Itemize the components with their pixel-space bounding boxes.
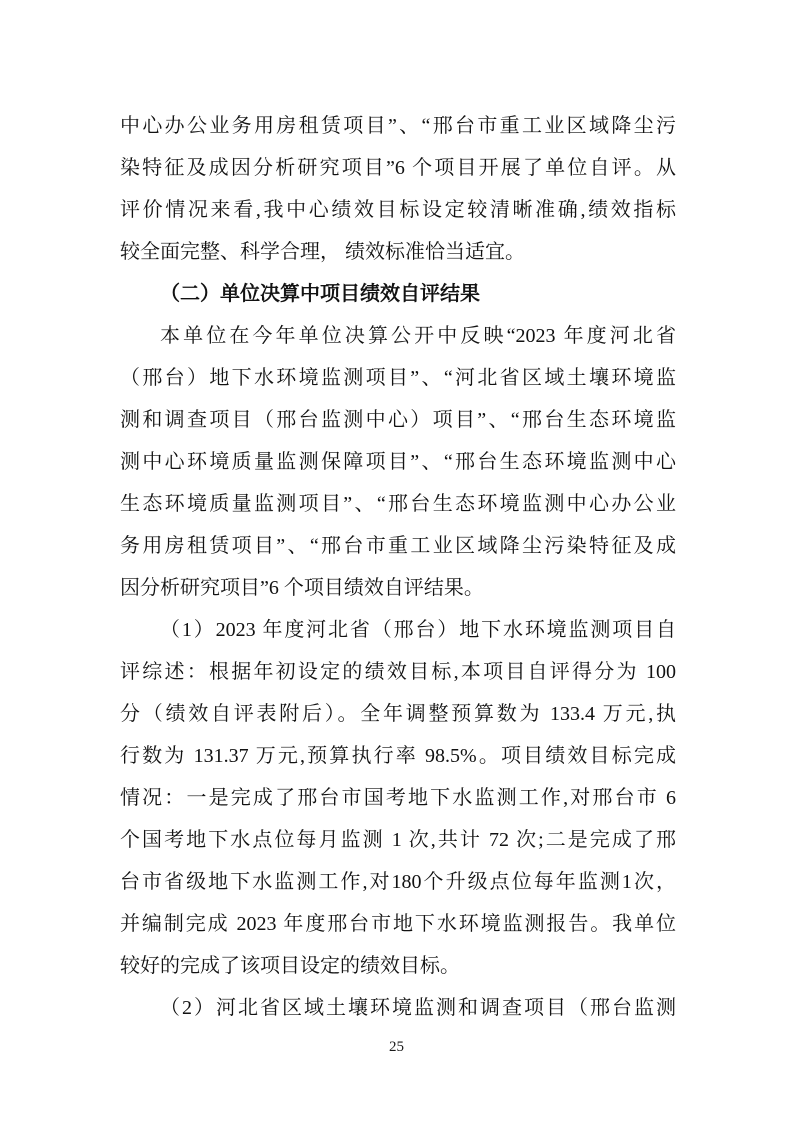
text-line: 测中心环境质量监测保障项目”、“邢台生态环境监测中心 xyxy=(120,451,676,473)
text-line: 较好的完成了该项目设定的绩效目标。 xyxy=(120,955,460,977)
text-line: 台市省级地下水监测工作,对180个升级点位每年监测1次， xyxy=(120,871,676,893)
text-line: 测和调查项目（邢台监测中心）项目”、“邢台生态环境监 xyxy=(120,409,676,431)
text-line: 务用房租赁项目”、“邢台市重工业区域降尘污染特征及成 xyxy=(120,535,676,557)
text-line: 中心办公业务用房租赁项目”、“邢台市重工业区域降尘污 xyxy=(120,115,676,137)
text-line: 个国考地下水点位每月监测 1 次,共计 72 次;二是完成了邢 xyxy=(120,829,676,851)
text-line: 因分析研究项目”6 个项目绩效自评结果。 xyxy=(120,577,484,599)
text-line: 并编制完成 2023 年度邢台市地下水环境监测报告。我单位 xyxy=(120,913,676,935)
text-line: （2）河北省区域土壤环境监测和调查项目（邢台监测 xyxy=(160,997,676,1019)
text-line: 染特征及成因分析研究项目”6 个项目开展了单位自评。从 xyxy=(120,157,676,179)
text-line: 评价情况来看,我中心绩效目标设定较清晰准确,绩效指标 xyxy=(120,199,676,221)
text-line: 本单位在今年单位决算公开中反映“2023 年度河北省 xyxy=(160,325,676,347)
text-line: 行数为 131.37 万元,预算执行率 98.5%。项目绩效目标完成 xyxy=(120,745,676,767)
section-heading: （二）单位决算中项目绩效自评结果 xyxy=(160,283,480,305)
text-line: 较全面完整、科学合理， 绩效标准恰当适宜。 xyxy=(120,241,525,263)
document-body xyxy=(120,105,676,1029)
text-line: （1）2023 年度河北省（邢台）地下水环境监测项目自 xyxy=(160,619,676,641)
text-line: （邢台）地下水环境监测项目”、“河北省区域土壤环境监 xyxy=(120,367,676,389)
text-line: 评综述：根据年初设定的绩效目标,本项目自评得分为 100 xyxy=(120,661,676,683)
text-line: 生态环境质量监测项目”、“邢台生态环境监测中心办公业 xyxy=(120,493,676,515)
page-number: 25 xyxy=(389,1039,404,1055)
text-line: 情况：一是完成了邢台市国考地下水监测工作,对邢台市 6 xyxy=(120,787,676,809)
text-line: 分（绩效自评表附后）。全年调整预算数为 133.4 万元,执 xyxy=(120,703,676,725)
